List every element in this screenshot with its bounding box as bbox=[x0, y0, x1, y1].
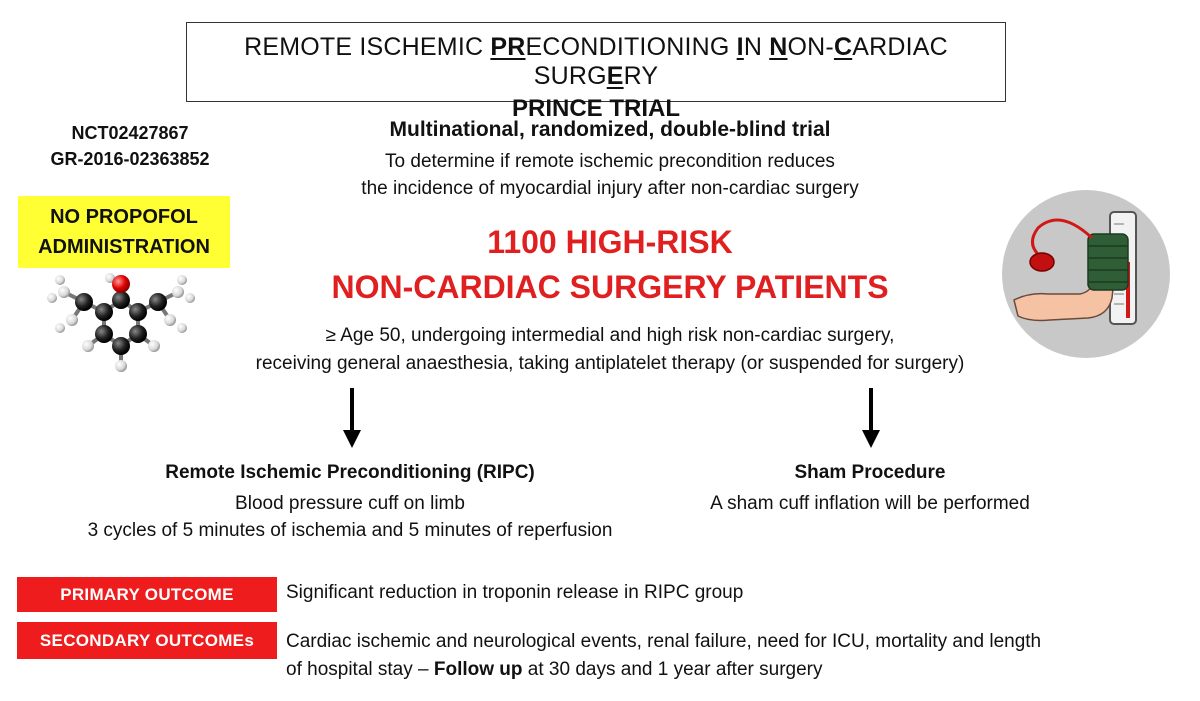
arrow-down-icon bbox=[859, 388, 883, 450]
secondary-line2-pre: of hospital stay – bbox=[286, 659, 434, 680]
acronym-letter: C bbox=[833, 33, 853, 61]
propofol-note-line2: ADMINISTRATION bbox=[38, 236, 210, 258]
primary-outcome-label: PRIMARY OUTCOME bbox=[17, 577, 277, 612]
trial-acronym: PRINCE TRIAL bbox=[512, 95, 680, 122]
sham-arm-title: Sham Procedure bbox=[794, 462, 946, 483]
arrow-down-icon bbox=[340, 388, 364, 450]
title-box bbox=[186, 22, 1006, 122]
acronym-letter: PR bbox=[490, 33, 526, 61]
trial-design: Multinational, randomized, double-blind trial bbox=[389, 118, 831, 141]
secondary-outcomes-label: SECONDARY OUTCOMEs bbox=[17, 622, 277, 659]
nct-id: NCT02427867 bbox=[71, 123, 189, 143]
title-segment: REMOTE ISCHEMIC bbox=[244, 33, 491, 61]
title-segment: RY bbox=[623, 62, 659, 90]
propofol-note-line1: NO PROPOFOL bbox=[50, 206, 198, 228]
registration-ids bbox=[30, 120, 230, 172]
secondary-line2 bbox=[286, 656, 1186, 684]
criteria-line2: receiving general anaesthesia, taking antiplatelet therapy (or suspended for surgery) bbox=[255, 353, 965, 374]
trial-full-title bbox=[187, 33, 1005, 91]
title-segment: ON- bbox=[787, 33, 834, 61]
secondary-line2-post: at 30 days and 1 year after surgery bbox=[522, 659, 823, 680]
criteria-line1: ≥ Age 50, undergoing intermedial and high risk non-cardiac surgery, bbox=[325, 325, 895, 346]
ripc-arm-title: Remote Ischemic Preconditioning (RIPC) bbox=[165, 462, 535, 483]
objective-line2: the incidence of myocardial injury after non-cardiac surgery bbox=[361, 178, 859, 199]
inclusion-criteria bbox=[160, 322, 1060, 378]
title-segment: ECONDITIONING bbox=[525, 33, 737, 61]
title-segment: N bbox=[743, 33, 770, 61]
ripc-line1: Blood pressure cuff on limb bbox=[235, 493, 465, 514]
objective-line1: To determine if remote ischemic precondition reduces bbox=[385, 151, 835, 172]
primary-outcome-text: Significant reduction in troponin release in RIPC group bbox=[286, 582, 744, 603]
acronym-letter: E bbox=[606, 62, 624, 90]
follow-up-emphasis: Follow up bbox=[433, 659, 523, 680]
population-line2: NON-CARDIAC SURGERY PATIENTS bbox=[331, 269, 889, 305]
ripc-arm-description bbox=[40, 490, 660, 544]
secondary-outcomes-text bbox=[286, 628, 1186, 684]
title-segment: ARDIAC SURG bbox=[533, 33, 948, 90]
secondary-line1: Cardiac ischemic and neurological events, renal failure, need for ICU, mortality and length bbox=[286, 631, 1042, 652]
acronym-letter: I bbox=[736, 33, 744, 61]
acronym-letter: N bbox=[769, 33, 788, 61]
population-headline bbox=[250, 220, 970, 310]
no-propofol-note bbox=[18, 196, 230, 268]
trial-objective bbox=[280, 148, 940, 202]
sham-arm-description: A sham cuff inflation will be performed bbox=[710, 493, 1030, 514]
population-line1: 1100 HIGH-RISK bbox=[487, 224, 733, 260]
gr-id: GR-2016-02363852 bbox=[50, 149, 210, 169]
ripc-line2: 3 cycles of 5 minutes of ischemia and 5 minutes of reperfusion bbox=[87, 520, 613, 541]
